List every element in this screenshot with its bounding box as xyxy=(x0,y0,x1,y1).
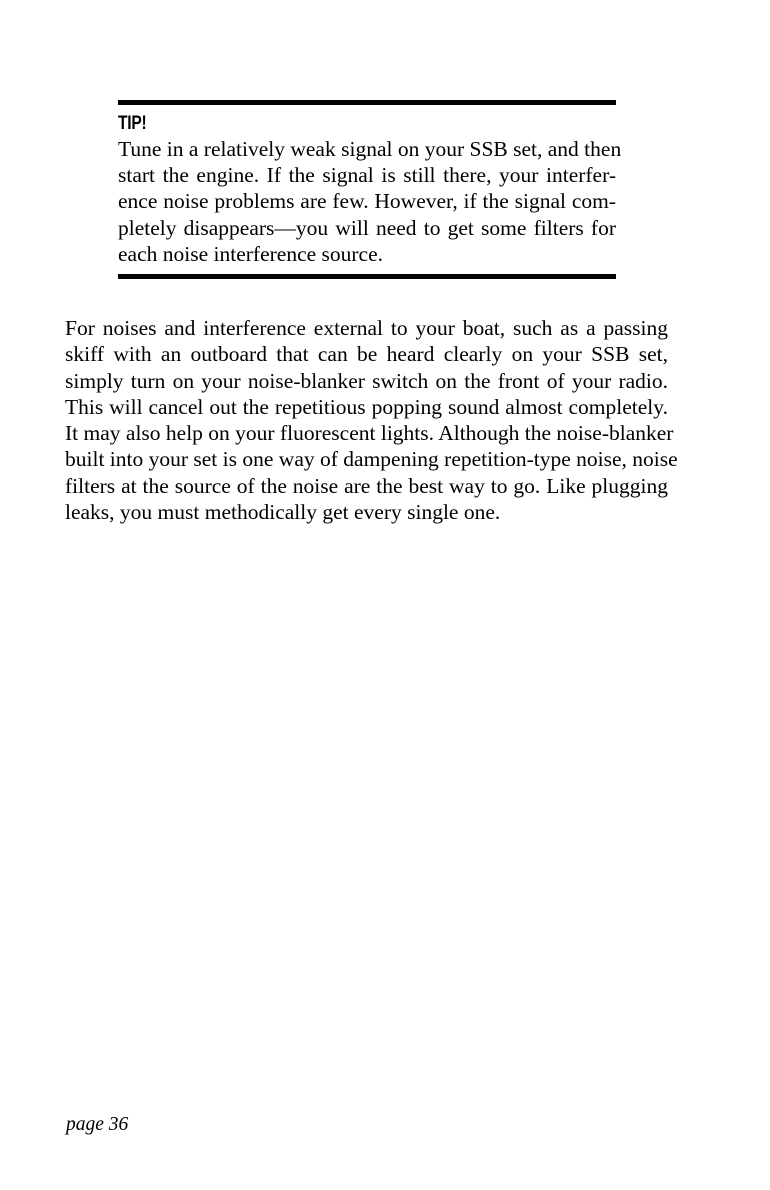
body-line: filters at the source of the noise are the best way to go. Like plugging xyxy=(65,473,668,498)
tip-content xyxy=(118,105,622,271)
tip-bottom-rule xyxy=(118,274,616,279)
body-line: This will cancel out the repetitious popping sound almost completely. xyxy=(65,394,668,419)
tip-line: Tune in a relatively weak signal on your SSB set, and then xyxy=(118,137,622,161)
body-paragraph xyxy=(65,315,678,525)
body-line: leaks, you must methodically get every single one. xyxy=(65,500,501,525)
tip-callout-box xyxy=(118,100,622,279)
page-number-footer: page 36 xyxy=(66,1114,129,1135)
body-line: skiff with an outboard that can be heard clearly on your SSB set, xyxy=(65,342,668,367)
body-line: It may also help on your fluorescent lights. Although the noise-blanker xyxy=(65,421,674,446)
tip-heading: TIP! xyxy=(118,113,147,134)
body-line: built into your set is one way of dampening repetition-type noise, noise xyxy=(65,447,678,472)
tip-line: ence noise problems are few. However, if the signal com- xyxy=(118,189,616,214)
tip-line: start the engine. If the signal is still there, your interfer- xyxy=(118,163,616,188)
body-line: For noises and interference external to your boat, such as a passing xyxy=(65,316,668,340)
body-line: simply turn on your noise-blanker switch on the front of your radio. xyxy=(65,368,668,393)
tip-line: pletely disappears—you will need to get some filters for xyxy=(118,215,616,240)
tip-line: each noise interference source. xyxy=(118,241,384,266)
tip-body-text xyxy=(118,136,622,267)
